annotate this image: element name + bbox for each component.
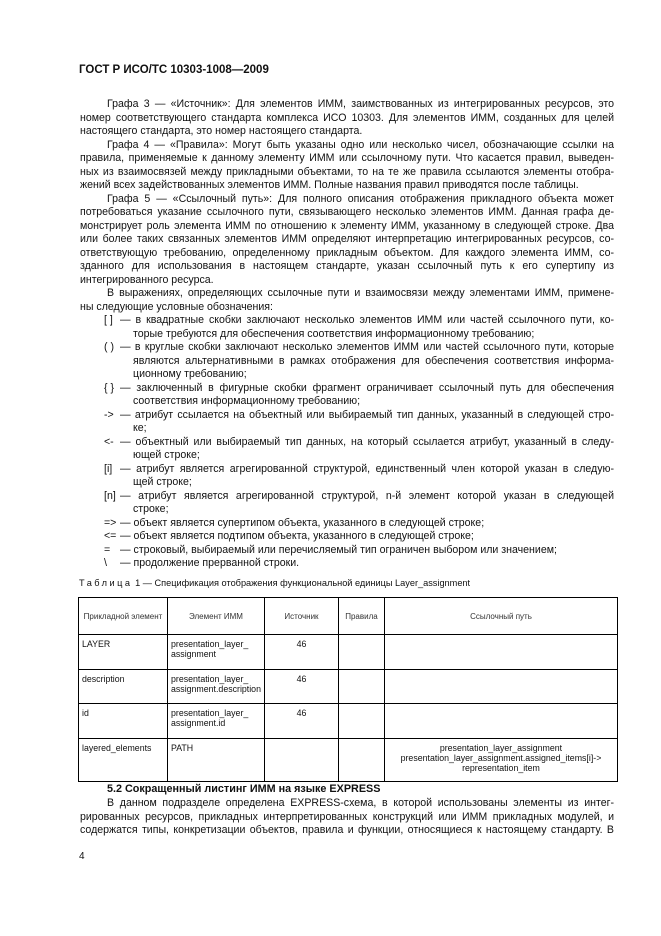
notation-line: — заключенный в фигурные скобки фрагмент ограничивает ссылочный путь для обеспечения xyxy=(120,381,614,394)
paragraph-line: настоящего стандарта, это номер настоящего стандарта. xyxy=(80,125,363,137)
notation-line: соответствия информационному требованию; xyxy=(133,395,361,407)
paragraph-line: ны следующие условные обозначения: xyxy=(80,300,273,313)
notation-line: строке; xyxy=(133,503,169,515)
table-row xyxy=(79,635,618,670)
cell xyxy=(338,739,384,782)
paragraph-line: Графа 5 — «Ссылочный путь»: Для полного описания отображения прикладного объекта может xyxy=(107,192,614,205)
notation-symbol: = xyxy=(104,543,111,556)
notation-line: — атрибут является агрегированной структурой, n-й элемент которой указан в следующей xyxy=(120,489,614,502)
header-cell: Прикладной элемент xyxy=(79,598,168,635)
cell: id xyxy=(79,704,168,739)
notation-symbol: [n] xyxy=(104,489,116,502)
paragraph-line: В данном подразделе определена EXPRESS-схема, в которой использованы элементы из интег- xyxy=(107,797,614,809)
header-cell: Элемент ИММ xyxy=(168,598,265,635)
paragraph-line: содержатся типы, конкретизации объектов, правила и функции, относящиеся к настоящему стандарту. В xyxy=(80,824,614,836)
notation-symbol: -> xyxy=(104,408,114,421)
paragraph-line: Графа 4 — «Правила»: Могут быть указаны одно или несколько чисел, обозначающие ссылки на xyxy=(107,138,614,151)
paragraph-line: В выражениях, определяющих ссылочные пути и взаимосвязи между элементами ИММ, примене- xyxy=(107,287,614,299)
paragraph-line: ных из взаимосвязей между прикладными объектами, то на те же правила ссылаются элементы отобра- xyxy=(80,165,614,178)
cell xyxy=(264,739,338,782)
cell: 46 xyxy=(264,635,338,670)
header-cell: Источник xyxy=(264,598,338,635)
notation-symbol: { } xyxy=(104,381,115,394)
cell: presentation_layer_ assignment.description xyxy=(168,670,265,704)
header-cell: Правила xyxy=(338,598,384,635)
notation-line: — в круглые скобки заключают несколько элементов ИММ или частей ссылочного пути, которые xyxy=(120,341,614,353)
paragraph-line: интегрированного ресурса. xyxy=(80,273,214,286)
page-number: 4 xyxy=(79,851,85,862)
notation-line: — объектный или выбираемый тип данных, на который ссылается атрибут, указанный в следу- xyxy=(120,435,614,448)
cell: presentation_layer_ assignment.id xyxy=(168,704,265,739)
notation-symbol: => xyxy=(104,516,117,529)
notation-line: торые требуются для обеспечения соответствия информационному требованию; xyxy=(133,327,535,340)
cell xyxy=(384,635,617,670)
paragraph-line: или более таких связанных элементов ИММ определяют интерпретацию интегрированных ресурсов, со- xyxy=(80,233,614,245)
notation-line: — объект является подтипом объекта, указанного в следующей строке; xyxy=(120,530,474,542)
cell xyxy=(338,704,384,739)
cell: presentation_layer_ assignment xyxy=(168,635,265,670)
paragraph-line: рированных ресурсов, прикладных интерпретированных конструкций или ИММ прикладных модулей, и xyxy=(80,810,614,823)
cell: layered_elements xyxy=(79,739,168,782)
notation-line: — в квадратные скобки заключают несколько элементов ИММ или частей ссылочного пути, ко- xyxy=(120,314,614,326)
notation-line: — продолжение прерванной строки. xyxy=(120,557,300,569)
cell xyxy=(338,635,384,670)
table-caption: Таблица 1 — Спецификация отображения функциональной единицы Layer_assignment xyxy=(79,578,471,588)
cell: 46 xyxy=(264,670,338,704)
mapping-table xyxy=(78,597,618,782)
section-heading: 5.2 Сокращенный листинг ИММ на языке EXPRESS xyxy=(107,783,381,795)
table-row xyxy=(79,739,618,782)
notation-line: ке; xyxy=(133,422,147,434)
notation-symbol: [i] xyxy=(104,462,113,475)
table-row xyxy=(79,670,618,704)
table-header-row xyxy=(79,598,618,635)
notation-line: ционному требованию; xyxy=(133,368,247,380)
cell: description xyxy=(79,670,168,704)
cell xyxy=(338,670,384,704)
notation-line: — строковый, выбираемый или перечисляемый тип ограничен выбором или значением; xyxy=(120,543,557,556)
cell: 46 xyxy=(264,704,338,739)
cell xyxy=(384,704,617,739)
notation-line: — атрибут является агрегированной структурой, единственный член которой указан в следую- xyxy=(120,462,614,475)
table-row xyxy=(79,704,618,739)
paragraph-line: Графа 3 — «Источник»: Для элементов ИММ, заимствованных из интегрированных ресурсов, это xyxy=(107,98,614,110)
notation-symbol: [ ] xyxy=(104,314,113,326)
notation-line: щей строке; xyxy=(133,476,192,488)
paragraph-line: номер соответствующего стандарта комплекса ИСО 10303. Для элементов ИММ, созданных для целей xyxy=(80,111,614,124)
cell xyxy=(384,670,617,704)
paragraph-line: зданного для использования в настоящем стандарте, указан ссылочный путь к его супертипу из xyxy=(80,260,614,272)
paragraph-line: ответствующую требованию, определенному прикладным объектом. Для каждого элемента ИММ, со- xyxy=(80,246,614,259)
cell: PATH xyxy=(168,739,265,782)
paragraph-line: правила, применяемые к данному элементу ИММ или ссылочному пути. Что касается правил, выведен- xyxy=(80,152,614,164)
cell: LAYER xyxy=(79,635,168,670)
paragraph-line: монстрирует роль элемента ИММ по отношению к элементу ИММ, указанному в следующей строке. Два xyxy=(80,219,614,232)
header-cell: Ссылочный путь xyxy=(384,598,617,635)
notation-line: — атрибут ссылается на объектный или выбираемый тип данных, указанный в следующей стро- xyxy=(120,408,614,421)
notation-symbol: \ xyxy=(104,557,107,569)
notation-symbol: ( ) xyxy=(104,341,114,353)
notation-line: — объект является супертипом объекта, указанного в следующей строке; xyxy=(120,516,485,529)
notation-line: являются альтернативными в рамках отображения для обеспечения соответствия информа- xyxy=(133,354,614,367)
notation-symbol: <- xyxy=(104,435,114,448)
document-header: ГОСТ Р ИСО/ТС 10303-1008—2009 xyxy=(79,64,269,76)
paragraph-line: жений всех задействованных элементов ИММ. Полные названия правил приводятся после таблицы. xyxy=(80,179,579,191)
notation-line: ющей строке; xyxy=(133,449,200,461)
paragraph-line: потребоваться указание ссылочного пути, связывающего несколько элементов ИММ. Данная графа де- xyxy=(80,206,614,218)
notation-symbol: <= xyxy=(104,530,117,542)
cell: presentation_layer_assignment presentation_layer_assignment.assigned_items[i]-> representation_item xyxy=(384,739,617,782)
